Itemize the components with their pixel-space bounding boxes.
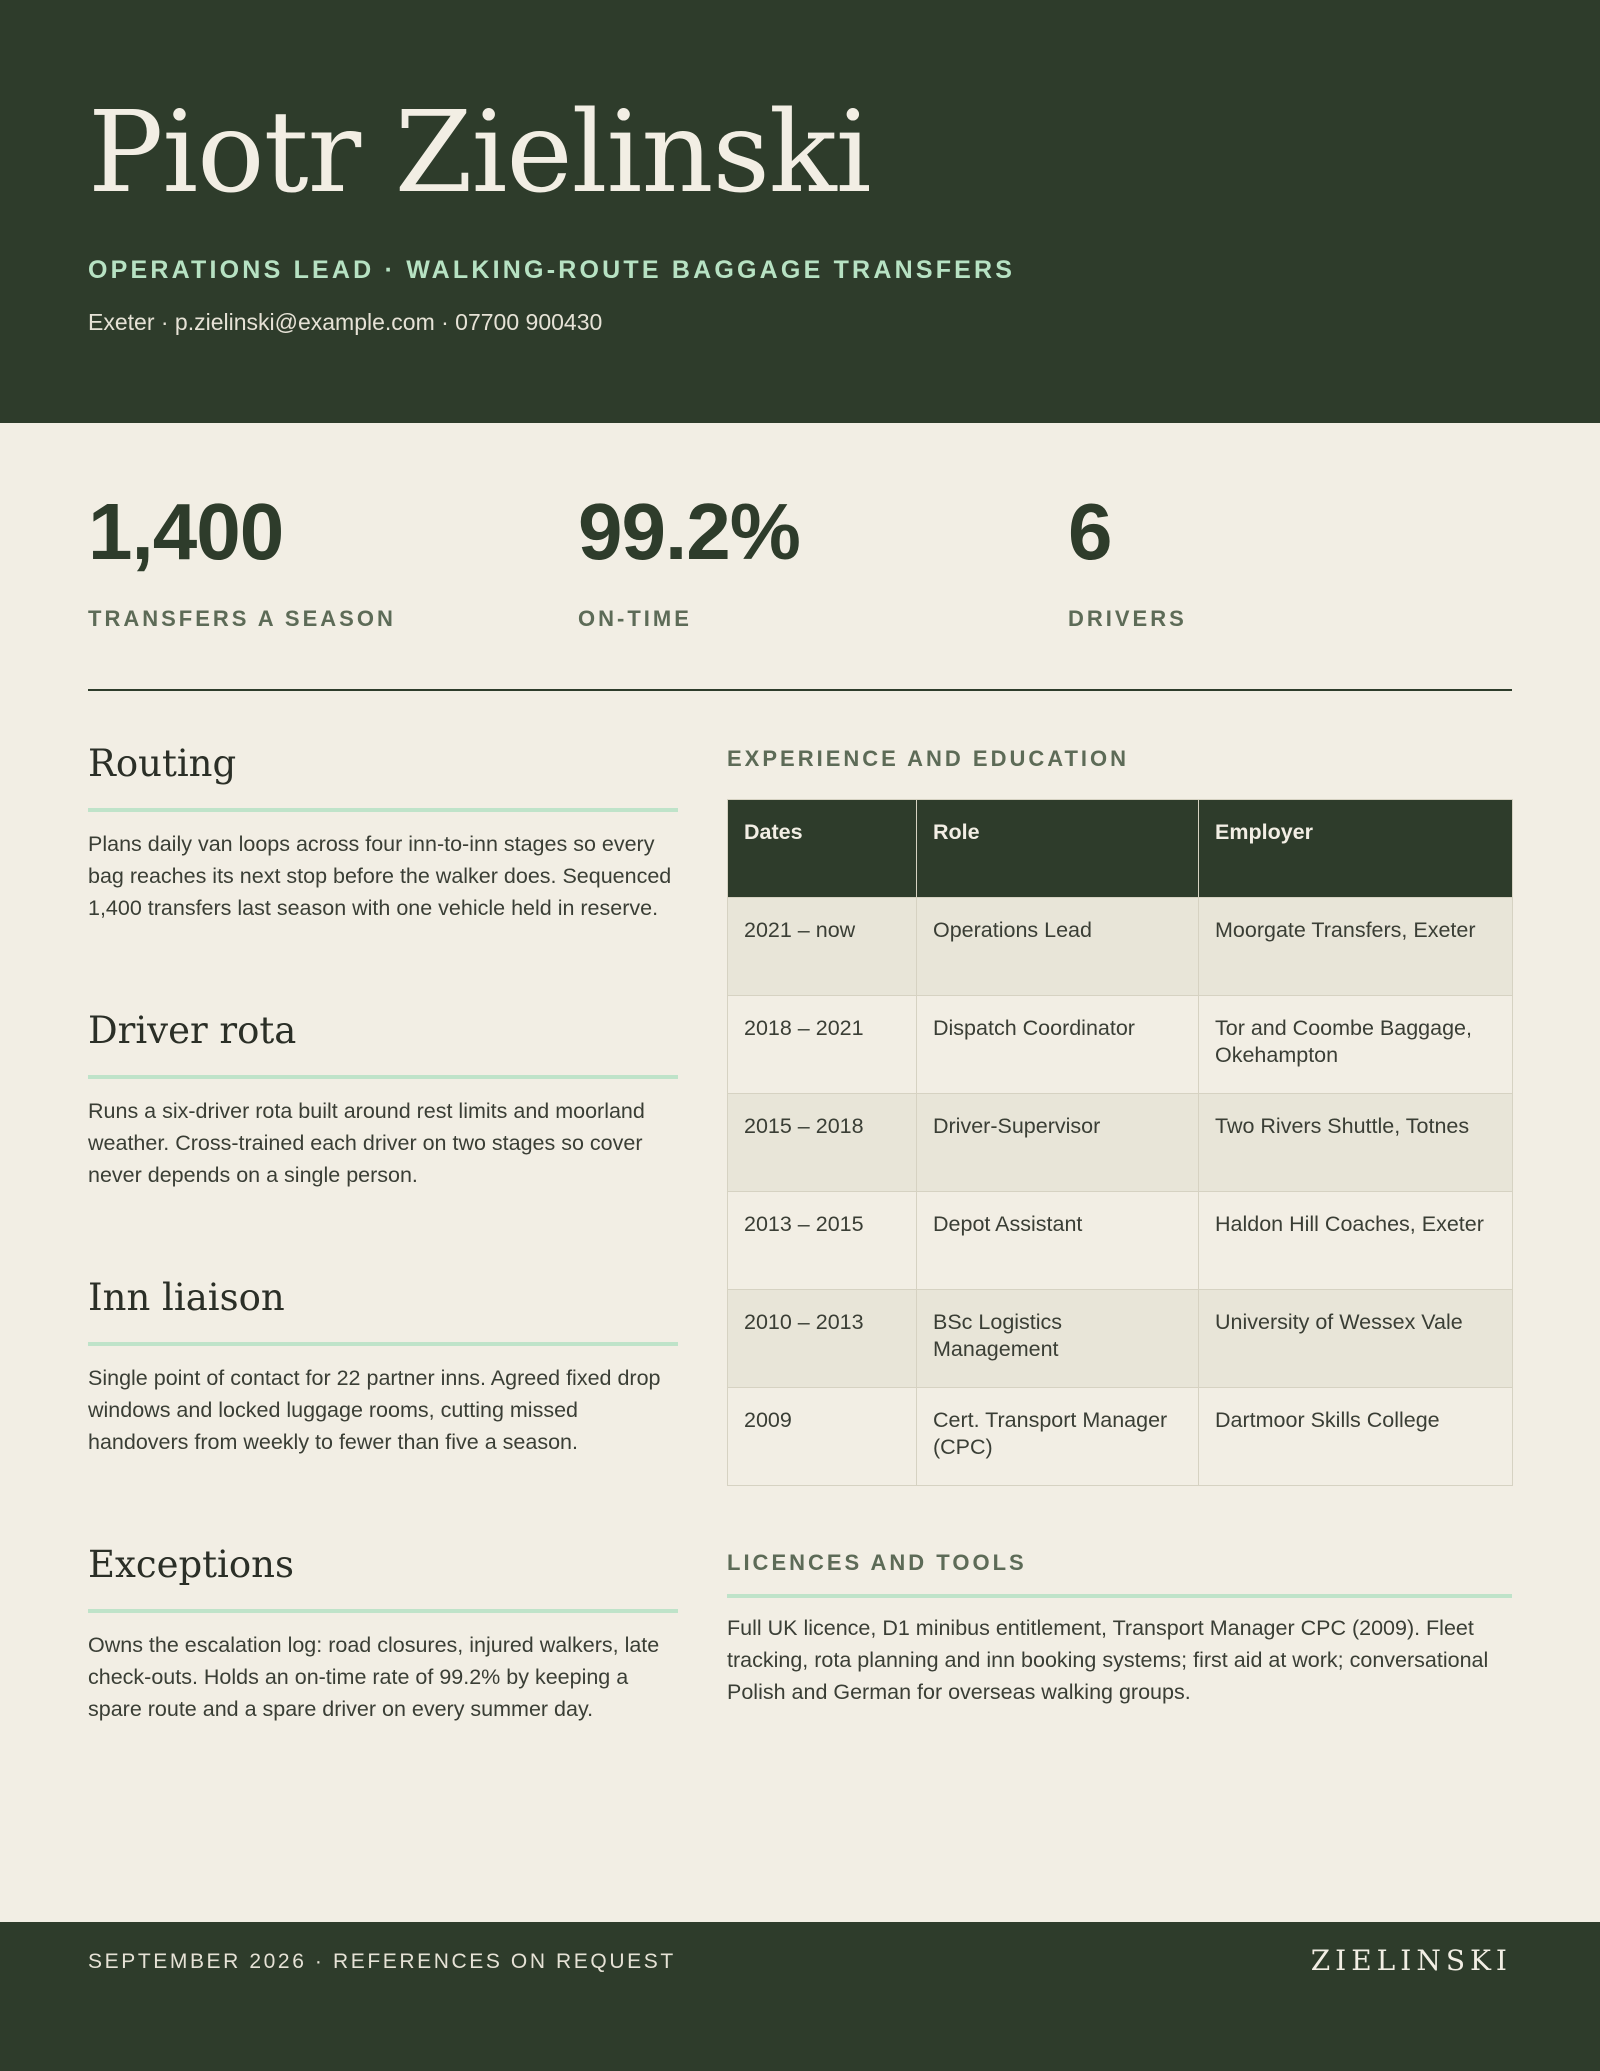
section-title: Routing [88,742,237,785]
experience-table [727,799,1513,1486]
table-row [728,1290,1513,1388]
cell-employer: Tor and Coombe Baggage, Okehampton [1199,996,1513,1094]
section-title: Inn liaison [88,1276,285,1319]
licences-body: Full UK licence, D1 minibus entitlement, Transport Manager CPC (2009). Fleet tracking, rota planning and inn booking systems; first aid at work; conversational Polish and German for overseas walking groups. [727,1616,1489,1704]
cell-dates: 2010 – 2013 [728,1290,917,1388]
section-rule [88,1342,678,1346]
footer-wordmark: ZIELINSKI [1310,1944,1512,1977]
stat-value: 1,400 [88,487,284,576]
stat-on-time [578,486,800,632]
table-row [728,996,1513,1094]
experience-heading: EXPERIENCE AND EDUCATION [727,746,1130,771]
divider [88,689,1512,691]
table-row [728,1094,1513,1192]
cell-employer: Moorgate Transfers, Exeter [1199,898,1513,996]
section-body: Runs a six-driver rota built around rest limits and moorland weather. Cross-trained each driver on two stages so cover never depends on a single person. [88,1099,645,1187]
cell-role: BSc Logistics Management [917,1290,1199,1388]
section-rule [88,1609,678,1613]
section-exceptions [88,1541,678,1725]
section-body: Owns the escalation log: road closures, injured walkers, late check-outs. Holds an on-time rate of 99.2% by keeping a spare route and a spare driver on every summer day. [88,1633,660,1721]
section-routing [88,740,678,924]
contact-line: Exeter · p.zielinski@example.com · 07700 900430 [88,309,603,335]
cell-dates: 2021 – now [728,898,917,996]
cell-employer: Dartmoor Skills College [1199,1388,1513,1486]
column-header-dates: Dates [728,800,917,898]
table-header-row [728,800,1513,898]
stat-transfers [88,486,396,632]
table-row [728,1192,1513,1290]
cell-role: Driver-Supervisor [917,1094,1199,1192]
stat-label: TRANSFERS A SEASON [88,606,396,631]
stat-drivers [1068,486,1187,632]
cell-role: Depot Assistant [917,1192,1199,1290]
cell-employer: Two Rivers Shuttle, Totnes [1199,1094,1513,1192]
column-header-role: Role [917,800,1199,898]
section-rule [88,1075,678,1079]
stat-label: DRIVERS [1068,606,1187,631]
stat-value: 99.2% [578,487,800,576]
licences-heading: LICENCES AND TOOLS [727,1550,1027,1575]
cell-employer: University of Wessex Vale [1199,1290,1513,1388]
table-row [728,1388,1513,1486]
job-tagline: OPERATIONS LEAD · WALKING-ROUTE BAGGAGE TRANSFERS [88,256,1016,284]
candidate-name: Piotr Zielinski [88,88,871,218]
cell-dates: 2015 – 2018 [728,1094,917,1192]
cell-dates: 2009 [728,1388,917,1486]
column-header-employer: Employer [1199,800,1513,898]
cell-role: Dispatch Coordinator [917,996,1199,1094]
stat-label: ON-TIME [578,606,692,631]
section-body: Single point of contact for 22 partner inns. Agreed fixed drop windows and locked luggage rooms, cutting missed handovers from weekly to fewer than five a season. [88,1366,661,1454]
section-title: Driver rota [88,1009,297,1052]
footer-note: SEPTEMBER 2026 · REFERENCES ON REQUEST [88,1950,676,1973]
cell-dates: 2013 – 2015 [728,1192,917,1290]
section-rule [88,808,678,812]
section-inn-liaison [88,1274,678,1458]
section-driver-rota [88,1007,678,1191]
table-row [728,898,1513,996]
cell-role: Operations Lead [917,898,1199,996]
header-band [0,0,1600,423]
cell-role: Cert. Transport Manager (CPC) [917,1388,1199,1486]
cell-employer: Haldon Hill Coaches, Exeter [1199,1192,1513,1290]
section-rule [727,1594,1512,1598]
section-body: Plans daily van loops across four inn-to-inn stages so every bag reaches its next stop before the walker does. Sequenced 1,400 transfers last season with one vehicle held in reserve. [88,832,672,920]
cell-dates: 2018 – 2021 [728,996,917,1094]
stat-value: 6 [1068,487,1112,576]
section-title: Exceptions [88,1543,294,1586]
